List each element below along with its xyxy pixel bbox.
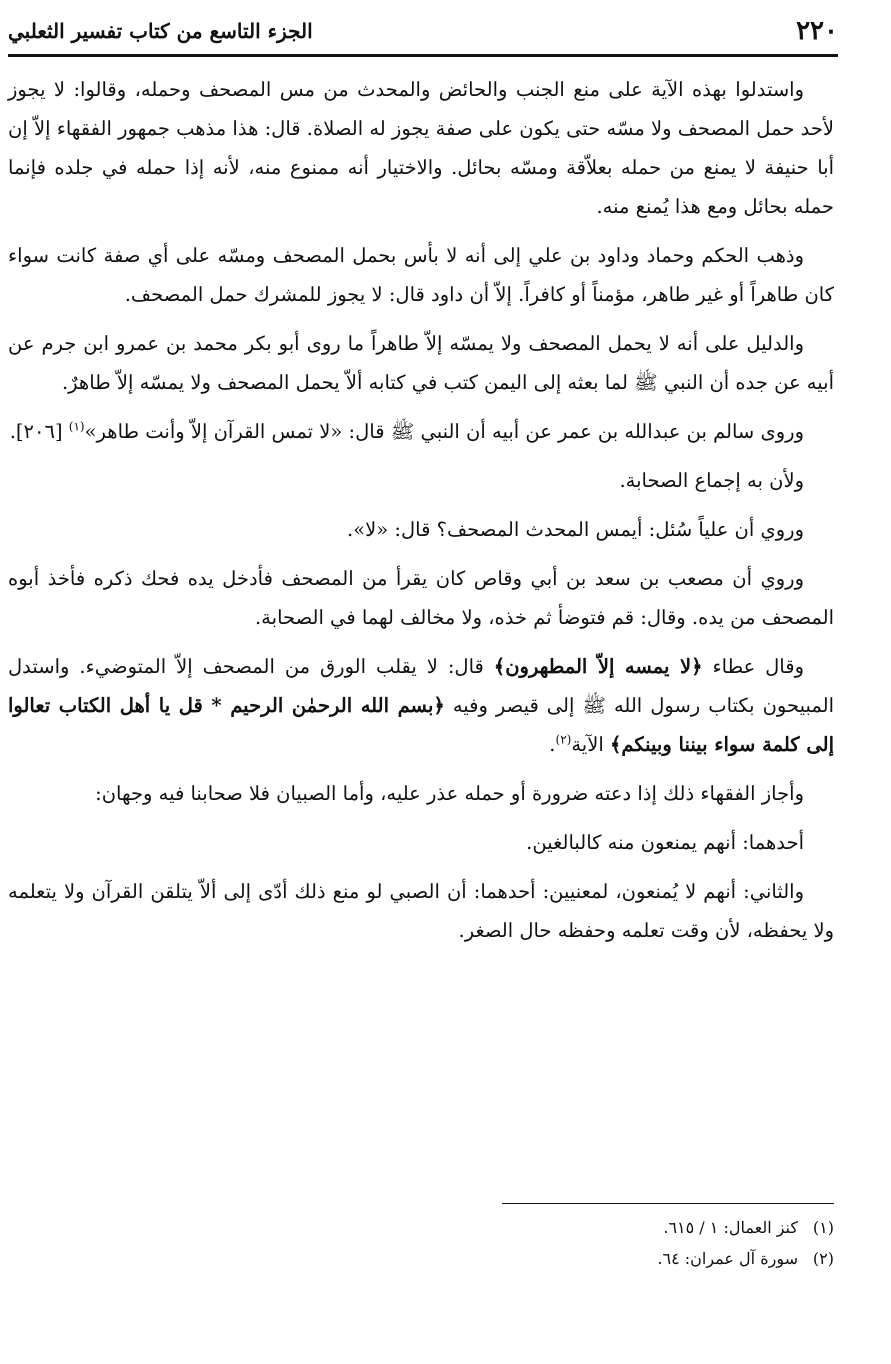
- paragraph: [8, 412, 834, 451]
- paragraph: وروي أن علياً سُئل: أيمس المحدث المصحف؟ قال: «لا».: [347, 518, 804, 541]
- paragraph-text: وقال عطاء: [702, 655, 804, 678]
- footnote-divider: [502, 1203, 834, 1204]
- footnote-number: (٢): [812, 1249, 834, 1268]
- paragraph-text: .: [549, 733, 556, 756]
- footnote-number: (١): [812, 1218, 834, 1237]
- footnote-text: كنز العمال: ١ / ٦١٥.: [663, 1218, 798, 1237]
- paragraph: واستدلوا بهذه الآية على منع الجنب والحائض والمحدث من مس المصحف وحمله، وقالوا: لا يجوز لأحد حمل المصحف ولا مسّه حتى يكون على صفة يجوز له الصلاة. قال: هذا مذهب جمهور الفقهاء إلاّ إن أبا حنيفة لا يمنع من حمله بعلاّقة ومسّه بحائل. والاختيار أنه ممنوع منه، لأنه إذا حمله في جلده فإنما حمله بحائل ومع هذا يُمنع منه.: [8, 78, 834, 218]
- page-number: ٢٢٠: [796, 16, 838, 46]
- paragraph-text: وروى سالم بن عبدالله بن عمر عن أبيه أن النبي ﷺ قال: «لا تمس القرآن إلاّ وأنت طاهر»: [84, 420, 804, 443]
- quran-quote: ﴿بسم الله الرحمٰن الرحيم * قل يا أهل الكتاب تعالوا إلى كلمة سواء بيننا وبينكم﴾: [8, 694, 834, 756]
- footnote-ref: (١): [68, 419, 85, 434]
- quran-quote: ﴿لا يمسه إلاّ المطهرون﴾: [493, 655, 703, 678]
- paragraph: ولأن به إجماع الصحابة.: [619, 469, 804, 492]
- paragraph: [8, 647, 834, 764]
- footnote: [8, 1243, 834, 1274]
- page-header: [8, 8, 838, 57]
- running-title: الجزء التاسع من كتاب تفسير الثعلبي: [8, 19, 313, 43]
- footnotes: [8, 1212, 834, 1274]
- paragraph: والثاني: أنهم لا يُمنعون، لمعنيين: أحدهما: أن الصبي لو منع ذلك أدّى إلى ألاّ يتلقن القرآن ولا يتعلمه ولا يحفظه، لأن وقت تعلمه وحفظه حال الصغر.: [8, 880, 834, 942]
- main-text: [8, 70, 834, 960]
- paragraph: أحدهما: أنهم يمنعون منه كالبالغين.: [526, 831, 804, 854]
- paragraph: وذهب الحكم وحماد وداود بن علي إلى أنه لا بأس بحمل المصحف ومسّه على أي صفة كانت سواء كان طاهراً أو غير طاهر، مؤمناً أو كافراً. إلاّ أن داود قال: لا يجوز للمشرك حمل المصحف.: [8, 244, 834, 306]
- paragraph: وأجاز الفقهاء ذلك إذا دعته ضرورة أو حمله عذر عليه، وأما الصبيان فلا صحابنا فيه وجهان:: [95, 782, 804, 805]
- paragraph-text: قال: لا يقلب الورق من المصحف إلاّ المتوضيء. واستدل المبيحون بكتاب رسول الله ﷺ إلى قيصر وفيه: [8, 655, 834, 717]
- footnote-text: سورة آل عمران: ٦٤.: [657, 1249, 798, 1268]
- footnote: [8, 1212, 834, 1243]
- paragraph-text: الآية: [571, 733, 610, 756]
- paragraph-text: [٢٠٦].: [9, 420, 69, 443]
- paragraph: وروي أن مصعب بن سعد بن أبي وقاص كان يقرأ من المصحف فأدخل يده فحك ذكره فأخذ أبوه المصحف من يده. وقال: قم فتوضأ ثم خذه، ولا مخالف لهما في الصحابة.: [8, 567, 834, 629]
- footnote-ref: (٢): [555, 732, 572, 747]
- paragraph: والدليل على أنه لا يحمل المصحف ولا يمسّه إلاّ طاهراً ما روى أبو بكر محمد بن عمرو ابن جرم عن أبيه عن جده أن النبي ﷺ لما بعثه إلى اليمن كتب في كتابه ألاّ يحمل المصحف ولا يمسّه إلاّ طاهرٌ.: [8, 332, 834, 394]
